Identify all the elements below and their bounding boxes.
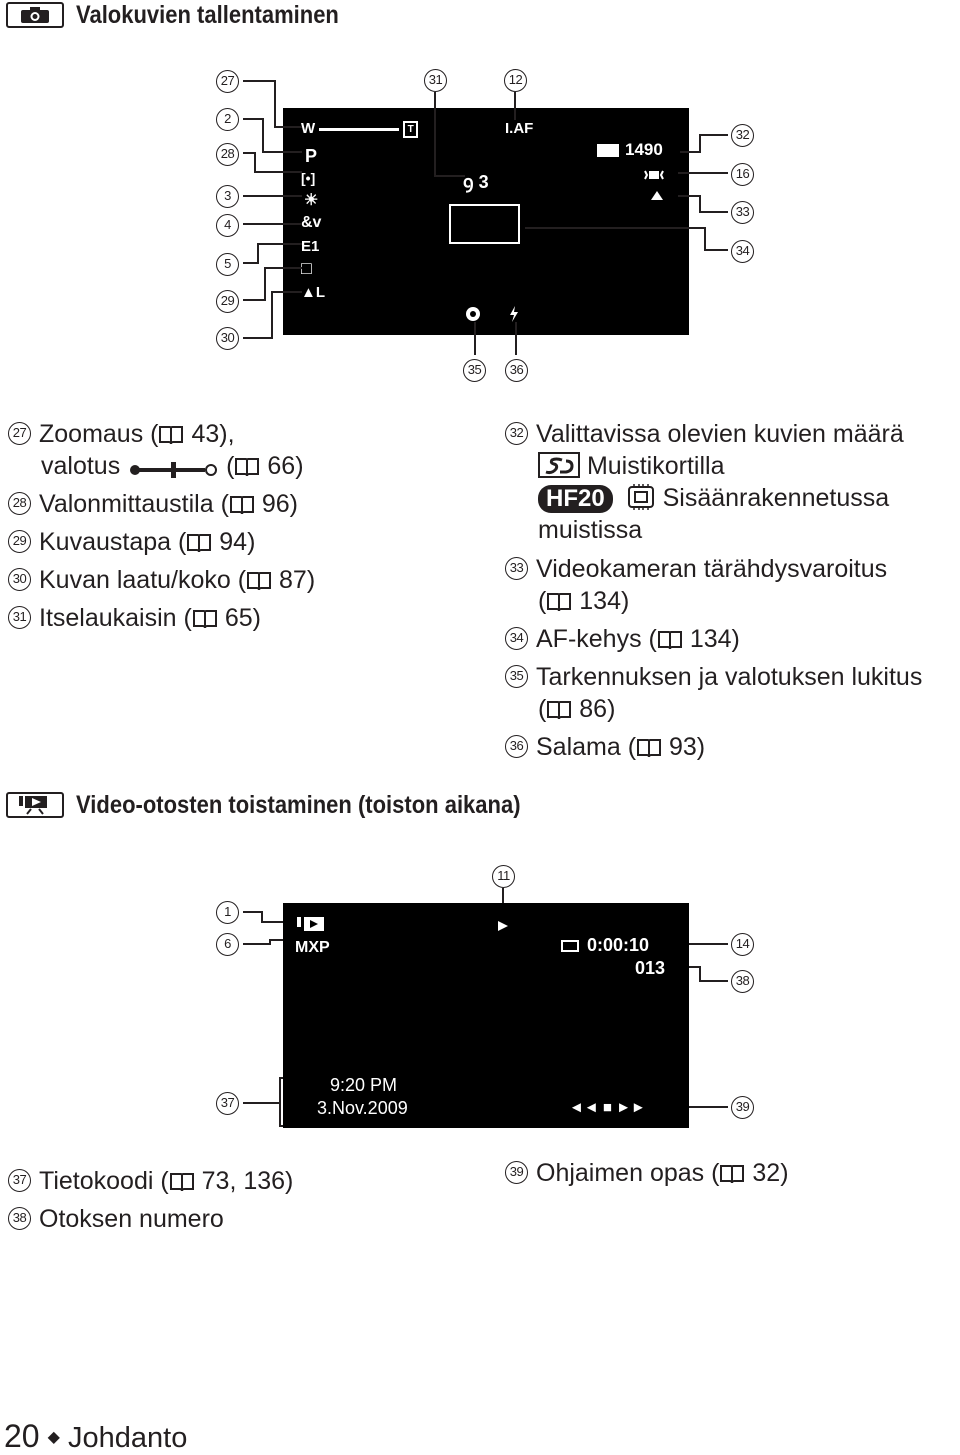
data-code-date: 3.Nov.2009 (317, 1098, 408, 1118)
playback-icon (6, 792, 64, 818)
book-icon (234, 454, 260, 476)
callout-4: 4 (216, 214, 239, 237)
callout-3: 3 (216, 185, 239, 208)
self-timer-icon: ꝯ 3 (463, 172, 489, 192)
callout-14: 14 (731, 933, 754, 956)
book-icon (169, 1169, 195, 1191)
legend-item-32: 32 Valittavissa olevien kuvien määrä (505, 418, 904, 450)
section-header-playback (6, 790, 581, 820)
remaining-shots: 1490 (597, 140, 663, 160)
callout-2: 2 (216, 108, 239, 131)
legend-item-39: 39 Ohjaimen opas ( 32) (505, 1157, 789, 1189)
legend-item-36: 36 Salama ( 93) (505, 731, 705, 763)
book-icon (719, 1161, 745, 1183)
callout-29: 29 (216, 290, 239, 313)
quality-size-icon: ▲L (301, 284, 326, 301)
recording-mode-label: MXP (295, 939, 330, 956)
legend-item-35: 35 Tarkennuksen ja valotuksen lukitus (505, 661, 922, 693)
timecode: 0:00:10 (561, 935, 649, 956)
image-effect-icon: &v (301, 214, 322, 231)
callout-27: 27 (216, 70, 239, 93)
playback-screen (283, 903, 689, 1128)
sd-card-icon (538, 452, 580, 478)
book-icon (546, 697, 572, 719)
callout-28: 28 (216, 143, 239, 166)
callout-39: 39 (731, 1096, 754, 1119)
callout-32: 32 (731, 124, 754, 147)
legend-item-32-card: Muistikortilla (538, 450, 724, 482)
model-badge: HF20 (538, 485, 613, 513)
callout-6: 6 (216, 933, 239, 956)
page-number: 20 (4, 1418, 40, 1454)
exposure-icon: E1 (301, 238, 320, 255)
callout-5: 5 (216, 253, 239, 276)
data-code-time: 9:20 PM (330, 1075, 398, 1095)
legend-item-37: 37 Tietokoodi ( 73, 136) (8, 1165, 293, 1197)
callout-34: 34 (731, 240, 754, 263)
shooting-mode-icon: P (305, 146, 318, 166)
callout-33: 33 (731, 201, 754, 224)
legend-item-27: 27 Zoomaus ( 43), (8, 418, 235, 450)
section-title-playback: Video-otosten toistaminen (toiston aikana) (76, 790, 521, 819)
memory-icon (561, 940, 579, 952)
legend-item-34: 34 AF-kehys ( 134) (505, 623, 740, 655)
legend-item-30: 30 Kuvan laatu/koko ( 87) (8, 564, 315, 596)
book-icon (192, 606, 218, 628)
legend-item-28: 28 Valonmittaustila ( 96) (8, 488, 298, 520)
legend-item-31: 31 Itselaukaisin ( 65) (8, 602, 261, 634)
metering-icon: [•] (301, 170, 316, 186)
callout-38: 38 (731, 970, 754, 993)
diamond-separator-icon: ◆ (47, 1429, 60, 1446)
callout-1: 1 (216, 901, 239, 924)
zoom-bar: W T (301, 120, 418, 138)
callout-16: 16 (731, 163, 754, 186)
book-icon (657, 627, 683, 649)
book-icon (186, 530, 212, 552)
book-icon (158, 422, 184, 444)
playback-mode-icon (297, 915, 331, 933)
callout-11: 11 (492, 865, 515, 888)
play-icon (497, 919, 509, 931)
book-icon (546, 589, 572, 611)
built-in-memory-icon (626, 484, 656, 510)
book-icon (636, 735, 662, 757)
legend-item-32-builtin: HF20 Sisäänrakennetussa (538, 482, 889, 514)
callout-12: 12 (504, 69, 527, 92)
drive-mode-icon: □ (301, 258, 312, 278)
book-icon (246, 568, 272, 590)
callout-36: 36 (505, 359, 528, 382)
legend-item-27-line2: valotus ( 66) (41, 452, 304, 480)
legend-item-29: 29 Kuvaustapa ( 94) (8, 526, 255, 558)
joystick-guide: ◄◄ ■ ►► (569, 1099, 646, 1116)
callout-35: 35 (463, 359, 486, 382)
page-footer (4, 1418, 187, 1455)
scene-number: 013 (635, 958, 666, 978)
af-mode-icon: I.AF (505, 120, 534, 137)
chapter-name: Johdanto (68, 1422, 188, 1454)
callout-31: 31 (424, 69, 447, 92)
book-icon (229, 492, 255, 514)
legend-item-33: 33 Videokameran tärähdysvaroitus (505, 553, 887, 585)
callout-37: 37 (216, 1092, 239, 1115)
exposure-slider-icon (127, 455, 219, 475)
section-title-photo: Valokuvien tallentaminen (76, 0, 339, 29)
legend-item-38: 38 Otoksen numero (8, 1203, 224, 1235)
callout-30: 30 (216, 327, 239, 350)
legend-item-32-builtin2: muistissa (538, 516, 643, 544)
white-balance-icon: ☀ (304, 192, 319, 209)
legend-item-33-page: ( 134) (538, 587, 630, 615)
legend-item-35-page: ( 86) (538, 695, 616, 723)
